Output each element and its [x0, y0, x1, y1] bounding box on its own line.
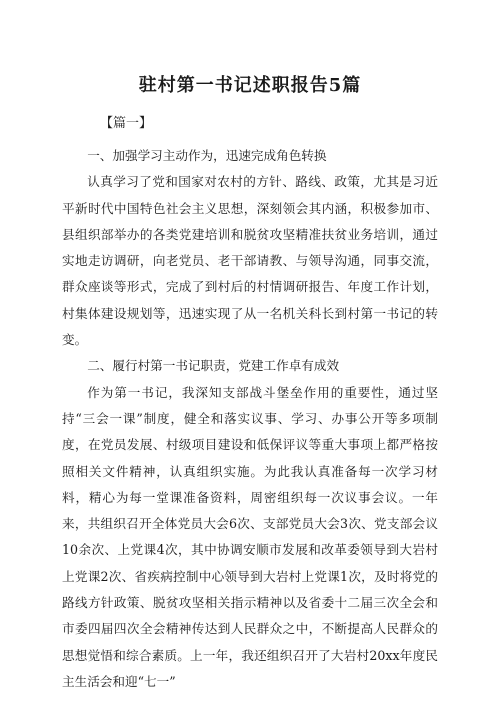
document-body — [62, 143, 438, 695]
paragraph-one: 认真学习了党和国家对农村的方针、路线、政策，尤其是习近平新时代中国特色社会主义思想，深刻领会其内涵，积极参加市、县组织部举办的各类党建培训和脱贫攻坚精准扶贫业务培训，通过实地走访调研，向老党员、老干部请教、与领导沟通，同事交流，群众座谈等形式，完成了到村后的村情调研报告、年度工作计划，村集体建设规划等，迅速实现了从一名机关科长到村第一书记的转变。 — [62, 174, 438, 348]
heading-one: 一、加强学习主动作为，迅速完成角色转换 — [87, 148, 327, 163]
heading-two: 二、履行村第一书记职责，党建工作卓有成效 — [87, 358, 340, 374]
document-title: 驻村第一书记述职报告5篇 — [138, 75, 362, 96]
section-label: 【篇一】 — [100, 116, 153, 131]
paragraph-two: 作为第一书记，我深知支部战斗堡垒作用的重要性，通过坚持“三会一课”制度，健全和落实议事、学习、办事公开等多项制度，在党员发展、村级项目建设和低保评议等重大事项上都严格按照相关文件精神，认真组织实施。为此我认真准备每一次学习材料，精心为每一堂课准备资料，周密组织每一次议事会议。一年来，共组织召开全体党员大会6次、支部党员大会3次、党支部会议10余次、上党课4次，其中协调安顺市发展和改革委领导到大岩村上党课2次、省疾病控制中心领导到大岩村上党课1次，及时将党的路线方针政策、脱贫攻坚相关指示精神以及省委十二届三次全会和市委四届四次全会精神传达到人民群众之中，不断提高人民群众的思想觉悟和综合素质。上一年，我还组织召开了大岩村20xx年度民主生活会和迎“七一” — [62, 384, 438, 689]
